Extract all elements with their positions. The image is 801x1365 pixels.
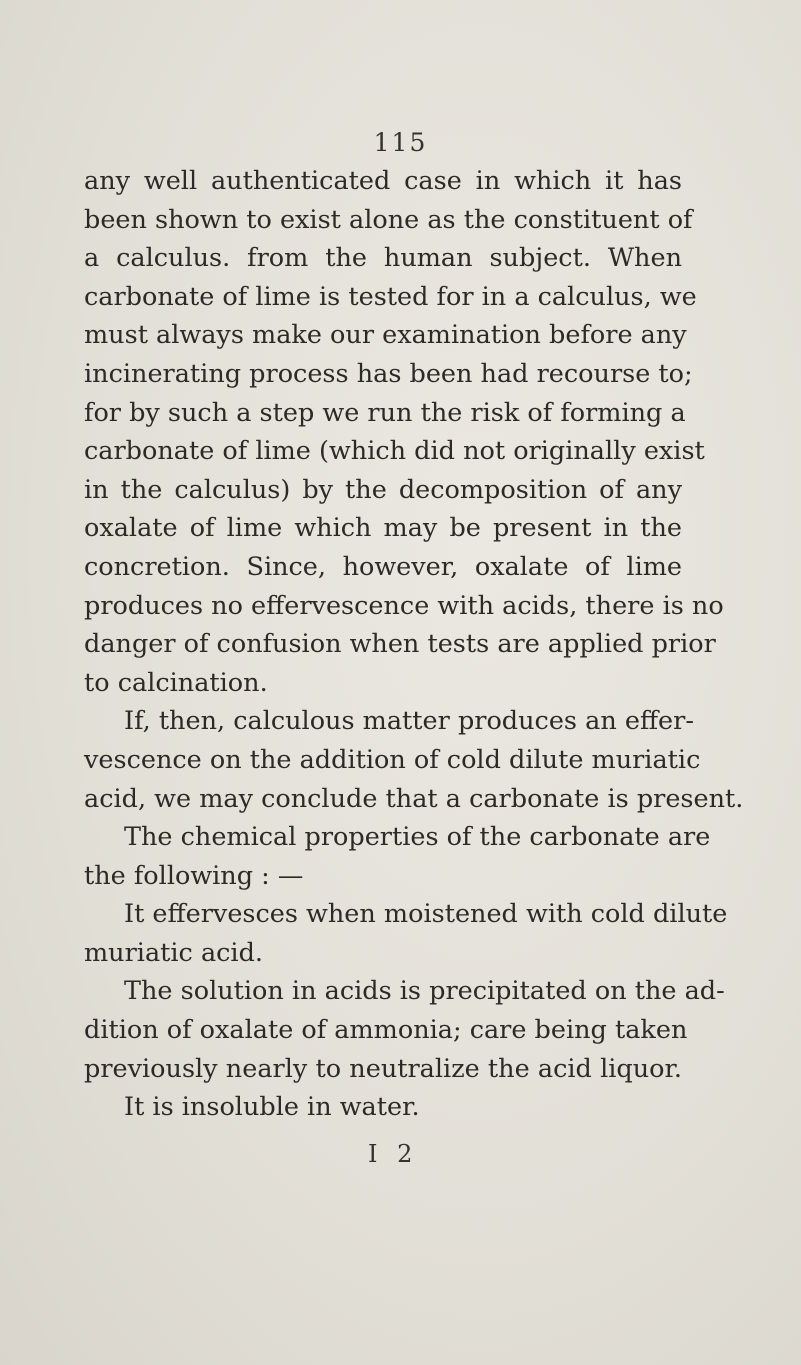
text-line: muriatic acid. — [84, 937, 264, 968]
text-line: in the calculus) by the decomposition of any — [84, 474, 682, 505]
text-line: oxalate of lime which may be present in the — [84, 513, 682, 544]
text-line: The solution in acids is precipitated on the ad- — [124, 976, 725, 1007]
text-line: carbonate of lime (which did not originally exist — [84, 436, 705, 467]
text-line: for by such a step we run the risk of forming a — [84, 397, 686, 428]
text-line: If, then, calculous matter produces an effer- — [124, 706, 694, 737]
text-line: dition of oxalate of ammonia; care being taken — [84, 1015, 688, 1046]
text-line: to calcination. — [84, 667, 268, 698]
text-line: the following : — — [84, 860, 304, 891]
text-line: must always make our examination before any — [84, 320, 687, 351]
text-line: any well authenticated case in which it has — [84, 166, 682, 196]
text-line: vescence on the addition of cold dilute muriatic — [84, 744, 701, 775]
text-line: incinerating process has been had recourse to; — [84, 358, 693, 389]
text-line: been shown to exist alone as the constituent of — [84, 204, 693, 235]
page-number: 115 — [373, 128, 428, 157]
text-line: carbonate of lime is tested for in a calculus, we — [84, 281, 697, 312]
body-text — [84, 162, 744, 1127]
text-line: acid, we may conclude that a carbonate is present. — [84, 783, 744, 814]
text-line: It is insoluble in water. — [124, 1092, 420, 1123]
signature-mark: I 2 — [368, 1140, 419, 1168]
text-line: produces no effervescence with acids, there is no — [84, 590, 724, 621]
text-line: danger of confusion when tests are applied prior — [84, 629, 716, 660]
text-line: The chemical properties of the carbonate are — [124, 822, 711, 853]
text-line: It effervesces when moistened with cold dilute — [124, 899, 728, 930]
text-line: previously nearly to neutralize the acid liquor. — [84, 1053, 682, 1084]
text-line: concretion. Since, however, oxalate of lime — [84, 551, 682, 582]
text-line: a calculus. from the human subject. When — [84, 243, 682, 274]
